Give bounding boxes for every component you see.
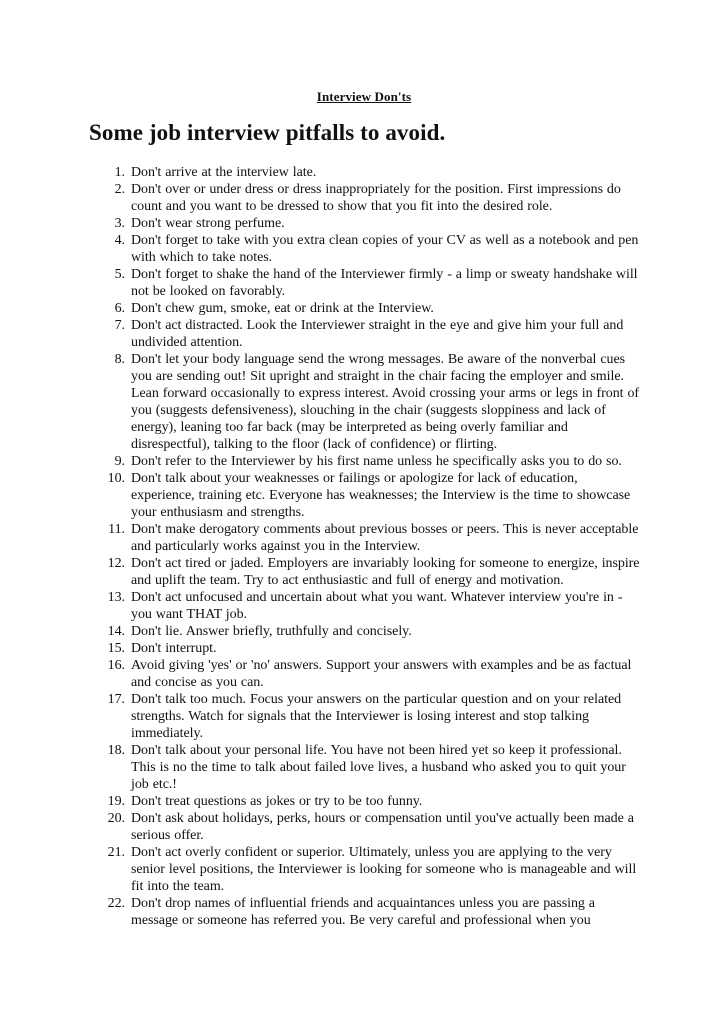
list-item-number: 14. [107, 624, 125, 639]
list-item-number: 6. [114, 301, 125, 316]
list-item-text: Don't talk too much. Focus your answers on the particular question and on your related strengths. Watch for signals that the Interviewer is losing interest and stop talking immediately. [131, 692, 622, 741]
list-item-number: 12. [107, 556, 125, 571]
list-item [0, 232, 728, 266]
list-item-text: Don't interrupt. [131, 641, 217, 656]
list-item [0, 470, 728, 521]
list-item [0, 810, 728, 844]
list-item-text: Don't talk about your weaknesses or failings or apologize for lack of education, experience, training etc. Everyone has weaknesses; the Interview is the time to showcase your enthusiasm and strengths. [131, 471, 631, 520]
list-item [0, 844, 728, 895]
list-item-text: Don't forget to shake the hand of the Interviewer firmly - a limp or sweaty handshake will not be looked on favorably. [131, 267, 638, 299]
list-item-number: 22. [107, 896, 125, 911]
list-item-number: 15. [107, 641, 125, 656]
list-item-text: Don't over or under dress or dress inappropriately for the position. First impressions do count and you want to be dressed to show that you fit into the desired role. [131, 182, 621, 214]
list-item-text: Don't act tired or jaded. Employers are invariably looking for someone to energize, inspire and uplift the team. Try to act enthusiastic and full of energy and motivation. [131, 556, 640, 588]
list-item [0, 555, 728, 589]
list-item-text: Don't lie. Answer briefly, truthfully and concisely. [131, 624, 412, 639]
list-item-number: 4. [114, 233, 125, 248]
list-item [0, 453, 728, 470]
list-item-number: 18. [107, 743, 125, 758]
list-item-text: Don't act overly confident or superior. Ultimately, unless you are applying to the very senior level positions, the Interviewer is looking for someone who is manageable and will fit into the team. [131, 845, 637, 894]
list-item-number: 5. [114, 267, 125, 282]
list-item-number: 19. [107, 794, 125, 809]
list-item-number: 20. [107, 811, 125, 826]
list-item-text: Don't talk about your personal life. You have not been hired yet so keep it professional. This is no the time to talk about failed love lives, a husband who asked you to quit your job etc.! [131, 743, 626, 792]
list-item-text: Don't drop names of influential friends and acquaintances unless you are passing a message or someone has referred you. Be very careful and professional when you [131, 896, 595, 928]
list-item-text: Avoid giving 'yes' or 'no' answers. Support your answers with examples and be as factual and concise as you can. [131, 658, 632, 690]
list-item-text: Don't treat questions as jokes or try to be too funny. [131, 794, 423, 809]
list-item-text: Don't ask about holidays, perks, hours or compensation until you've actually been made a serious offer. [131, 811, 634, 843]
list-item-number: 17. [107, 692, 125, 707]
list-item [0, 589, 728, 623]
list-item-number: 1. [114, 165, 125, 180]
list-item-text: Don't arrive at the interview late. [131, 165, 317, 180]
list-item-text: Don't refer to the Interviewer by his first name unless he specifically asks you to do so. [131, 454, 622, 469]
list-item-number: 21. [107, 845, 125, 860]
list-item-number: 7. [114, 318, 125, 333]
list-item [0, 164, 728, 181]
list-item-number: 2. [114, 182, 125, 197]
list-item-number: 11. [108, 522, 125, 537]
list-item [0, 742, 728, 793]
list-item [0, 215, 728, 232]
pitfalls-list [0, 164, 728, 929]
page-heading: Some job interview pitfalls to avoid. [89, 120, 446, 145]
list-item [0, 521, 728, 555]
list-item [0, 317, 728, 351]
list-item-text: Don't forget to take with you extra clean copies of your CV as well as a notebook and pen with which to take notes. [131, 233, 639, 265]
list-item-number: 9. [114, 454, 125, 469]
list-item-text: Don't chew gum, smoke, eat or drink at the Interview. [131, 301, 434, 316]
list-item-text: Don't act distracted. Look the Interviewer straight in the eye and give him your full and undivided attention. [131, 318, 624, 350]
list-item [0, 691, 728, 742]
list-item-number: 13. [107, 590, 125, 605]
list-item [0, 351, 728, 453]
list-item-text: Don't let your body language send the wrong messages. Be aware of the nonverbal cues you are sending out! Sit upright and straight in the chair facing the employer and smile. Lean forward occasionally to express interest. Avoid crossing your arms or legs in front of you (suggests defensiveness), slouching in the chair (suggests sloppiness and lack of energy), leaning too far back (may be interpreted as being overly familiar and disrespectful), talking to the floor (lack of confidence) or flirting. [131, 352, 640, 452]
list-item-text: Don't wear strong perfume. [131, 216, 285, 231]
list-item-number: 8. [114, 352, 125, 367]
list-item [0, 300, 728, 317]
list-item-number: 10. [107, 471, 125, 486]
list-item [0, 266, 728, 300]
list-item [0, 793, 728, 810]
list-item-text: Don't act unfocused and uncertain about what you want. Whatever interview you're in - you want THAT job. [131, 590, 623, 622]
list-item [0, 181, 728, 215]
list-item-number: 3. [114, 216, 125, 231]
list-item-text: Don't make derogatory comments about previous bosses or peers. This is never acceptable and particularly works against you in the Interview. [131, 522, 639, 554]
list-item [0, 895, 728, 929]
list-item [0, 640, 728, 657]
list-item-number: 16. [107, 658, 125, 673]
document-title: Interview Don'ts [316, 89, 412, 104]
list-item [0, 657, 728, 691]
list-item [0, 623, 728, 640]
